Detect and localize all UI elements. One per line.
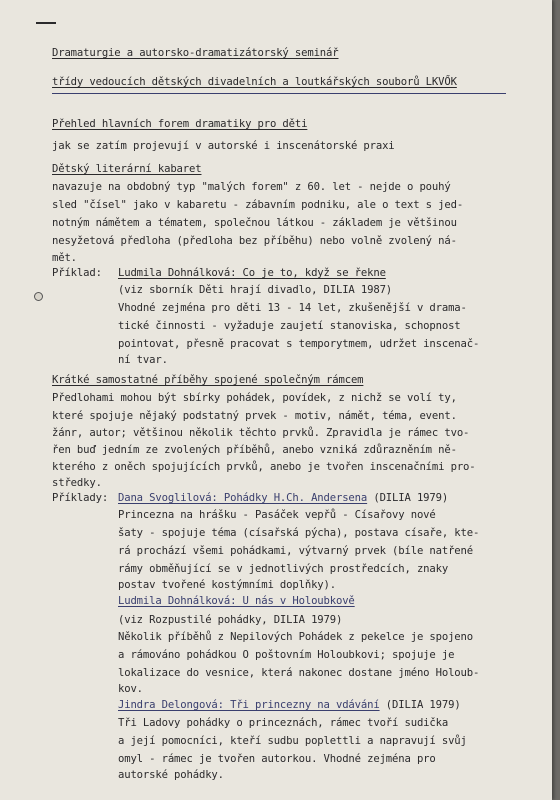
- example-1-line: šaty - spojuje téma (císařská pýcha), postava císaře, kte-: [118, 527, 480, 539]
- example-2-line: lokalizace do vesnice, která nakonec dostane jméno Holoub-: [118, 667, 480, 679]
- stories-examples-label: Příklady:: [52, 492, 109, 504]
- document-title-line-1: Dramaturgie a autorsko-dramatizátorský seminář: [52, 47, 339, 59]
- document-title-line-2: třídy vedoucích dětských divadelních a loutkářských souborů LKVŐK: [52, 76, 457, 88]
- example-3-line: a její pomocníci, kteří sudbu poplettli a napravují svůj: [118, 735, 467, 747]
- example-1-line: Princezna na hrášku - Pasáček vepřů - Císařovy nové: [118, 509, 436, 521]
- cabaret-example-line: tické činnosti - vyžaduje zaujetí stanoviska, schopnost: [118, 320, 461, 332]
- margin-dash: [36, 22, 56, 24]
- example-3-heading: [118, 698, 461, 712]
- example-3-line: omyl - rámec je tvořen autorkou. Vhodné zejména pro: [118, 753, 436, 765]
- cabaret-line: sled "čísel" jako v kabaretu - zábavním podniku, ale o text s jed-: [52, 199, 464, 211]
- example-1-heading: [118, 491, 448, 505]
- cabaret-line: mět.: [52, 252, 77, 264]
- cabaret-example-line: (viz sborník Děti hrají divadlo, DILIA 1987): [118, 284, 393, 296]
- cabaret-line: nesyžetová předloha (předloha bez příběhu) nebo volně zvolený ná-: [52, 235, 457, 247]
- punch-hole: [34, 292, 43, 301]
- stories-line: které spojuje nějaký podstatný prvek - motiv, námět, téma, event.: [52, 410, 457, 422]
- cabaret-example-line: ní tvar.: [118, 354, 168, 366]
- section-intro: jak se zatím projevují v autorské i inscenátorské praxi: [52, 140, 395, 152]
- example-3-source: (DILIA 1979): [379, 699, 461, 711]
- example-1-line: postav tvořené kostýmními doplňky).: [118, 579, 336, 591]
- example-3-line: autorské pohádky.: [118, 769, 224, 781]
- example-1-title: Dana Svoglilová: Pohádky H.Ch. Andersena: [118, 492, 368, 504]
- cabaret-line: notným námětem a tématem, společnou látkou - základem je většinou: [52, 217, 457, 229]
- stories-line: Předlohami mohou být sbírky pohádek, povídek, z nichž se volí ty,: [52, 392, 457, 404]
- stories-line: žánr, autor; většinou několik těchto prvků. Zpravidla je rámec tvo-: [52, 427, 470, 439]
- cabaret-heading: Dětský literární kabaret: [52, 163, 202, 175]
- example-2-line: kov.: [118, 683, 143, 695]
- cabaret-line: navazuje na obdobný typ "malých forem" z 60. let - nejde o pouhý: [52, 181, 451, 193]
- example-2-line: Několik příběhů z Nepilových Pohádek z pekelce je spojeno: [118, 631, 473, 643]
- cabaret-example-title: Ludmila Dohnálková: Co je to, když se řekne: [118, 267, 386, 279]
- example-1-line: rá prochází všemi pohádkami, výtvarný prvek (bíle natřené: [118, 545, 473, 557]
- cabaret-example-line: Vhodné zejména pro děti 13 - 14 let, zkušenější v drama-: [118, 302, 467, 314]
- stories-heading: Krátké samostatné příběhy spojené společným rámcem: [52, 374, 364, 386]
- cabaret-example-line: pointovat, přesně pracovat s temporytmem, udržet inscenač-: [118, 338, 480, 350]
- example-1-source: (DILIA 1979): [367, 492, 449, 504]
- example-2-line: a rámováno pohádkou O poštovním Holoubkovi; spojuje je: [118, 649, 455, 661]
- section-heading: Přehled hlavních forem dramatiky pro děti: [52, 118, 308, 130]
- cabaret-example-label: Příklad:: [52, 267, 102, 279]
- example-2-title: Ludmila Dohnálková: U nás v Holoubkově: [118, 595, 355, 607]
- example-2-line: (viz Rozpustilé pohádky, DILIA 1979): [118, 614, 343, 626]
- stories-line: řen buď jedním ze zvolených příběhů, anebo vzniká zdůrazněním ně-: [52, 444, 457, 456]
- stories-line: středky.: [52, 477, 102, 489]
- example-1-line: rámy obměňující se v jednotlivých prostředcích, znaky: [118, 563, 449, 575]
- title-underline: [52, 93, 506, 94]
- example-3-line: Tři Ladovy pohádky o princeznách, rámec tvoří sudička: [118, 717, 449, 729]
- stories-line: kterého z oněch spojujících prvků, anebo je tvořen inscenačními pro-: [52, 461, 476, 473]
- example-3-title: Jindra Delongová: Tři princezny na vdávání: [118, 699, 380, 711]
